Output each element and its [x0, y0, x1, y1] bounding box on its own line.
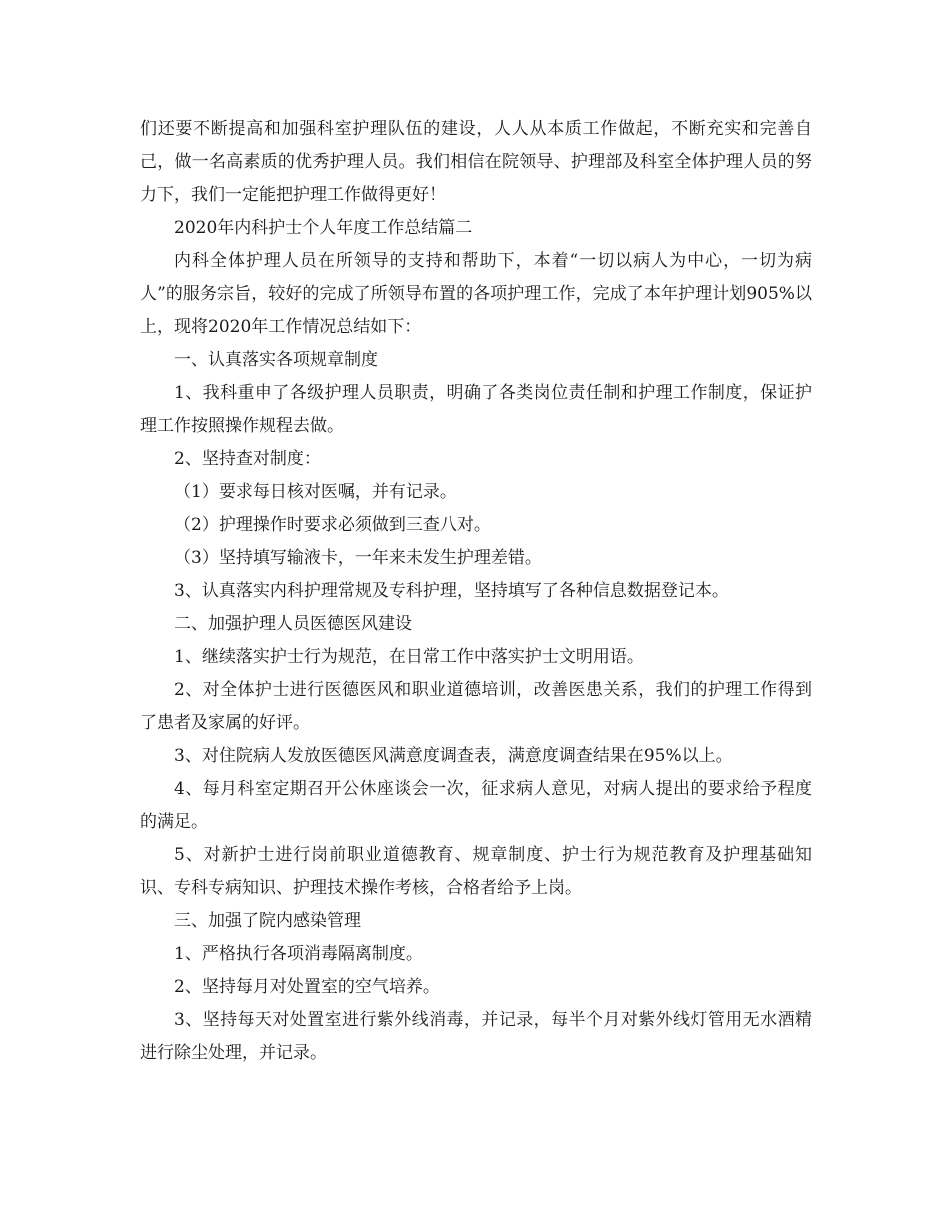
paragraph: 1、严格执行各项消毒隔离制度。 [174, 944, 423, 964]
paragraph: 4、每月科室定期召开公休座谈会一次，征求病人意见，对病人提出的要求给予程度的满足。 [140, 779, 812, 832]
paragraph: 1、继续落实护士行为规范，在日常工作中落实护士文明用语。 [174, 647, 644, 667]
sub-item: （3）坚持填写输液卡，一年来未发生护理差错。 [174, 548, 542, 568]
sub-item: （2）护理操作时要求必须做到三查八对。 [174, 515, 491, 535]
intro-paragraph: 内科全体护理人员在所领导的支持和帮助下，本着“一切以病人为中心，一切为病人”的服务宗旨，较好的完成了所领导布置的各项护理工作，完成了本年护理计划905%以上，现将2020年工作情况总结如下： [140, 251, 812, 337]
paragraph: 1、我科重申了各级护理人员职责，明确了各类岗位责任制和护理工作制度，保证护理工作按照操作规程去做。 [140, 383, 812, 436]
paragraph: 3、坚持每天对处置室进行紫外线消毒，并记录，每半个月对紫外线灯管用无水酒精进行除尘处理，并记录。 [140, 1010, 812, 1063]
paragraph: 2、坚持查对制度： [174, 449, 321, 469]
document-body [140, 113, 812, 1070]
section-title: 2020年内科护士个人年度工作总结篇二 [174, 218, 473, 238]
paragraph: 2、坚持每月对处置室的空气培养。 [174, 977, 440, 997]
heading-1: 一、认真落实各项规章制度 [174, 350, 378, 370]
paragraph-continuation: 们还要不断提高和加强科室护理队伍的建设，人人从本质工作做起，不断充实和完善自己，做一名高素质的优秀护理人员。我们相信在院领导、护理部及科室全体护理人员的努力下，我们一定能把护理工作做得更好！ [140, 119, 812, 205]
paragraph: 2、对全体护士进行医德医风和职业道德培训，改善医患关系，我们的护理工作得到了患者及家属的好评。 [140, 680, 812, 733]
paragraph: 3、认真落实内科护理常规及专科护理，坚持填写了各种信息数据登记本。 [174, 581, 729, 601]
heading-2: 二、加强护理人员医德医风建设 [174, 614, 412, 634]
sub-item: （1）要求每日核对医嘱，并有记录。 [174, 482, 457, 502]
paragraph: 3、对住院病人发放医德医风满意度调查表，满意度调查结果在95%以上。 [174, 746, 733, 766]
heading-3: 三、加强了院内感染管理 [174, 911, 361, 931]
paragraph: 5、对新护士进行岗前职业道德教育、规章制度、护士行为规范教育及护理基础知识、专科专病知识、护理技术操作考核，合格者给予上岗。 [140, 845, 812, 898]
